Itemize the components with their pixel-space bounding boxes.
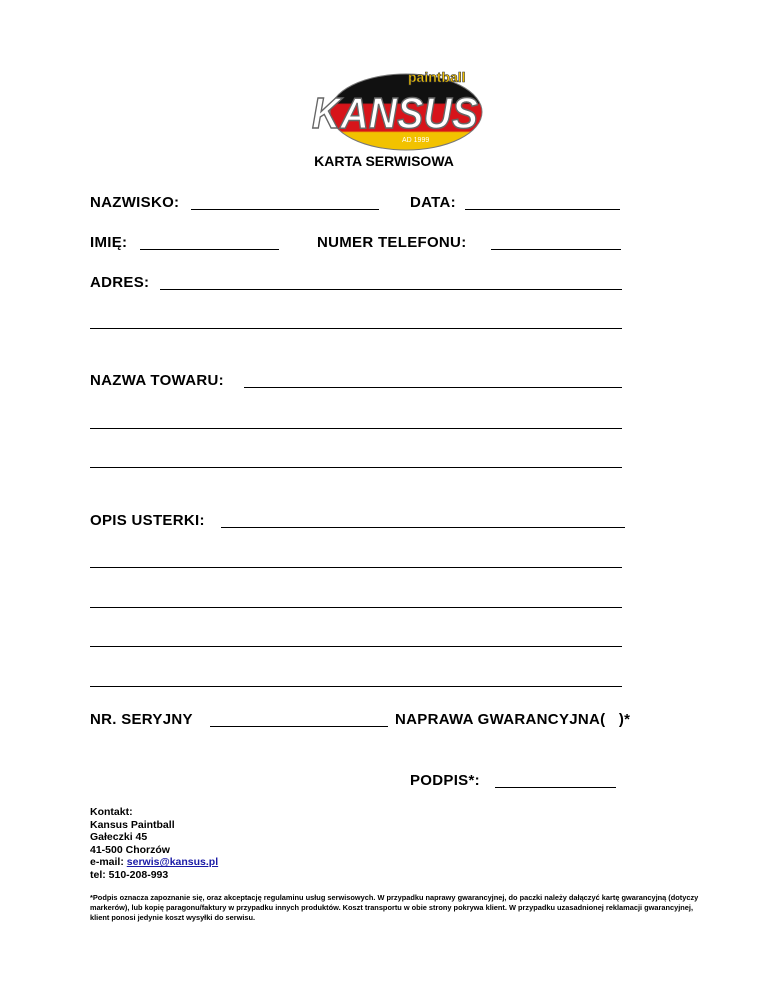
phone-label: NUMER TELEFONU:: [317, 234, 467, 251]
contact-phone: tel: 510-208-993: [90, 868, 169, 881]
warranty-label: NAPRAWA GWARANCYJNA( )*: [395, 711, 631, 728]
logo-year: AD 1999: [402, 137, 430, 144]
contact-heading: Kontakt:: [90, 806, 133, 818]
footnote: *Podpis oznacza zapoznanie się, oraz akceptację regulaminu usług serwisowych. W przypadku naprawy gwarancyjnej, do paczki należy dałączyć kartę gwarancyjną (dotyczy markerów), lub kopię paragonu/faktury w przypadku innych produktów. Koszt transportu w obie strony pokrywa klient. W przypadku uzasadnionej reklamacji gwarancyjnej, klient ponosi jedynie koszt wysyłki do serwisu.: [90, 893, 699, 922]
first-name-label: IMIĘ:: [90, 234, 128, 251]
logo-tagline: paintball: [408, 69, 466, 85]
kansus-logo: [306, 62, 484, 152]
date-label: DATA:: [410, 194, 456, 211]
product-field-line-2[interactable]: [90, 428, 622, 429]
serial-field[interactable]: [210, 726, 388, 727]
date-field[interactable]: [465, 209, 620, 210]
contact-company: Kansus Paintball: [90, 818, 175, 831]
contact-street: Gałeczki 45: [90, 831, 148, 844]
contact-email-label: e-mail:: [90, 856, 124, 869]
contact-email-row: [90, 856, 218, 869]
defect-field-line-3[interactable]: [90, 607, 622, 608]
contact-city: 41-500 Chorzów: [90, 843, 170, 856]
form-title: KARTA SERWISOWA: [314, 153, 454, 169]
logo-brand: KANSUS: [312, 89, 478, 138]
defect-field-line-5[interactable]: [90, 686, 622, 687]
defect-field[interactable]: [221, 527, 625, 528]
contact-block: [90, 806, 218, 882]
product-field[interactable]: [244, 387, 622, 388]
address-label: ADRES:: [90, 274, 150, 291]
contact-email-link[interactable]: serwis@kansus.pl: [126, 856, 219, 869]
signature-label: PODPIS*:: [410, 772, 480, 789]
defect-field-line-2[interactable]: [90, 567, 622, 568]
surname-field[interactable]: [191, 209, 379, 210]
serial-label: NR. SERYJNY: [90, 711, 193, 728]
address-field[interactable]: [160, 289, 622, 290]
signature-field[interactable]: [495, 787, 616, 788]
product-field-line-3[interactable]: [90, 467, 622, 468]
surname-label: NAZWISKO:: [90, 194, 180, 211]
defect-label: OPIS USTERKI:: [90, 512, 205, 529]
product-label: NAZWA TOWARU:: [90, 372, 224, 389]
phone-field[interactable]: [491, 249, 621, 250]
defect-field-line-4[interactable]: [90, 646, 622, 647]
address-field-line-2[interactable]: [90, 328, 622, 329]
first-name-field[interactable]: [140, 249, 279, 250]
